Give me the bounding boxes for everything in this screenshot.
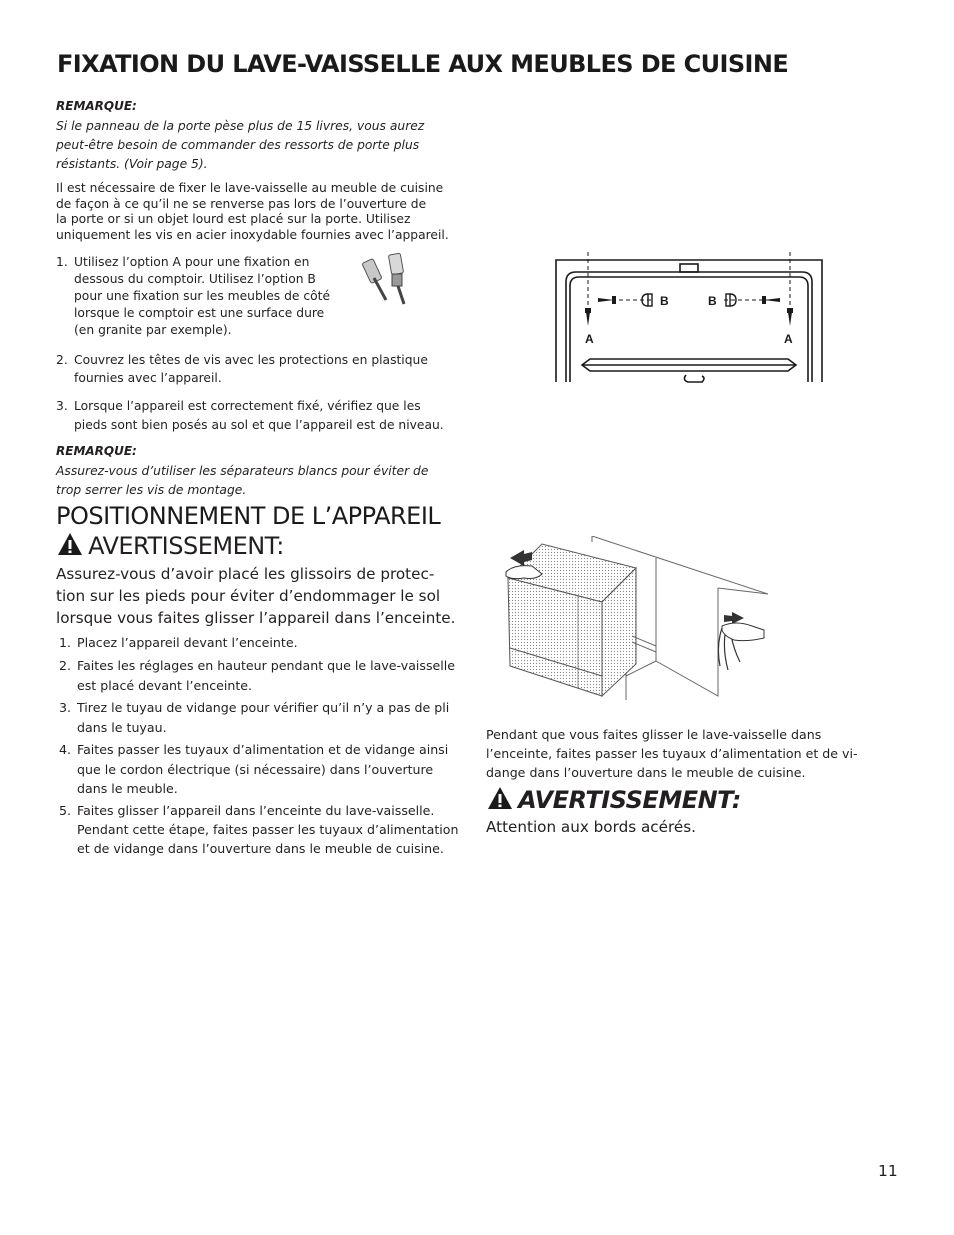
list-line: pour une fixation sur les meubles de côté bbox=[74, 289, 331, 303]
list-number: 3. bbox=[59, 700, 72, 715]
hand-icon bbox=[722, 623, 764, 641]
remark-line: Si le panneau de la porte pèse plus de 15 livres, vous aurez bbox=[56, 119, 425, 133]
list-line: Couvrez les têtes de vis avec les protections en plastique bbox=[74, 353, 428, 367]
paragraph-line: uniquement les vis en acier inoxydable fournies avec l’appareil. bbox=[56, 227, 449, 242]
paragraph-line: de façon à ce qu’il ne se renverse pas lors de l’ouverture de bbox=[56, 196, 427, 211]
list-number: 4. bbox=[59, 742, 72, 757]
list-number: 1. bbox=[59, 635, 72, 650]
intro-line: lorsque vous faites glisser l’appareil dans l’enceinte. bbox=[56, 609, 456, 627]
remark-line: résistants. (Voir page 5). bbox=[56, 157, 208, 171]
section-title: POSITIONNEMENT DE L’APPAREIL bbox=[56, 502, 441, 530]
list-line: Faites les réglages en hauteur pendant que le lave-vaisselle bbox=[77, 658, 456, 673]
list-line: dans le meuble. bbox=[77, 781, 178, 796]
warning-heading bbox=[487, 786, 741, 814]
list-item bbox=[56, 351, 504, 387]
page-title: FIXATION DU LAVE-VAISSELLE AUX MEUBLES DE CUISINE bbox=[57, 50, 789, 78]
list-line: Faites passer les tuyaux d’alimentation et de vidange ainsi bbox=[77, 742, 449, 757]
list-item bbox=[59, 634, 507, 652]
page-number: 11 bbox=[878, 1162, 898, 1180]
list-item bbox=[59, 740, 507, 799]
list-line: dessous du comptoir. Utilisez l’option B bbox=[74, 272, 316, 286]
list-number: 3. bbox=[56, 399, 68, 413]
list-number: 2. bbox=[59, 658, 72, 673]
dishwasher-sliding-illustration bbox=[496, 536, 768, 706]
paragraph-line: la porte or si un objet lourd est placé sur la porte. Utilisez bbox=[56, 212, 411, 226]
list-line: Lorsque l’appareil est correctement fixé, vérifiez que les bbox=[74, 399, 421, 413]
screw-icon bbox=[362, 253, 404, 304]
list-line: pieds sont bien posés au sol et que l’appareil est de niveau. bbox=[74, 417, 444, 432]
warning-intro bbox=[56, 563, 486, 629]
list-item bbox=[59, 801, 507, 858]
list-item bbox=[59, 698, 507, 737]
list-item bbox=[56, 397, 504, 434]
caption-line: dange dans l’ouverture dans le meuble de cuisine. bbox=[486, 765, 806, 780]
remark-text bbox=[56, 462, 476, 500]
list-line: dans le tuyau. bbox=[77, 719, 167, 735]
illustration-caption bbox=[486, 725, 906, 782]
warning-text: Attention aux bords acérés. bbox=[486, 818, 696, 836]
label-a-left: A bbox=[585, 332, 594, 346]
remark-line: Assurez-vous d’utiliser les séparateurs blancs pour éviter de bbox=[56, 464, 429, 478]
intro-line: tion sur les pieds pour éviter d’endommager le sol bbox=[56, 587, 441, 605]
label-b-left: B bbox=[660, 294, 669, 308]
warning-triangle-icon bbox=[487, 786, 513, 810]
list-line: (en granite par exemple). bbox=[74, 323, 232, 337]
list-number: 5. bbox=[59, 803, 72, 818]
caption-line: l’enceinte, faites passer les tuyaux d’alimentation et de vi- bbox=[486, 746, 858, 761]
list-line: Tirez le tuyau de vidange pour vérifier qu’il n’y a pas de pli bbox=[77, 700, 450, 715]
paragraph-line: Il est nécessaire de fixer le lave-vaisselle au meuble de cuisine bbox=[56, 181, 444, 195]
list-item bbox=[56, 254, 374, 339]
list-line: Utilisez l’option A pour une fixation en bbox=[74, 255, 310, 269]
intro-paragraph bbox=[56, 181, 486, 243]
remark-line: peut-être besoin de commander des ressorts de porte plus bbox=[56, 138, 420, 152]
list-number: 1. bbox=[56, 255, 68, 269]
list-line: Pendant cette étape, faites passer les tuyaux d’alimentation bbox=[77, 822, 459, 837]
warning-heading bbox=[57, 532, 284, 560]
remark-line: trop serrer les vis de montage. bbox=[56, 483, 247, 497]
intro-line: Assurez-vous d’avoir placé les glissoirs de protec- bbox=[56, 565, 435, 583]
caption-line: Pendant que vous faites glisser le lave-vaisselle dans bbox=[486, 727, 822, 742]
list-line: Faites glisser l’appareil dans l’enceinte du lave-vaisselle. bbox=[77, 803, 435, 818]
list-line: que le cordon électrique (si nécessaire) dans l’ouverture bbox=[77, 761, 434, 777]
warning-title: AVERTISSEMENT: bbox=[518, 786, 741, 814]
mounting-diagram bbox=[552, 250, 828, 386]
warning-title: AVERTISSEMENT: bbox=[88, 532, 284, 560]
remark-label: REMARQUE: bbox=[56, 99, 137, 113]
list-line: lorsque le comptoir est une surface dure bbox=[74, 306, 325, 320]
label-a-right: A bbox=[784, 332, 793, 346]
label-b-right: B bbox=[708, 294, 717, 308]
remark-text bbox=[56, 117, 476, 174]
list-line: et de vidange dans l’ouverture dans le meuble de cuisine. bbox=[77, 841, 444, 856]
warning-triangle-icon bbox=[57, 532, 83, 556]
bracket-icon bbox=[642, 294, 736, 306]
list-item bbox=[59, 656, 507, 695]
list-number: 2. bbox=[56, 353, 68, 367]
list-line: fournies avec l’appareil. bbox=[74, 371, 222, 385]
remark-label: REMARQUE: bbox=[56, 444, 137, 458]
screw-illustration bbox=[360, 250, 412, 308]
list-line: est placé devant l’enceinte. bbox=[77, 677, 253, 693]
list-line: Placez l’appareil devant l’enceinte. bbox=[77, 635, 298, 650]
